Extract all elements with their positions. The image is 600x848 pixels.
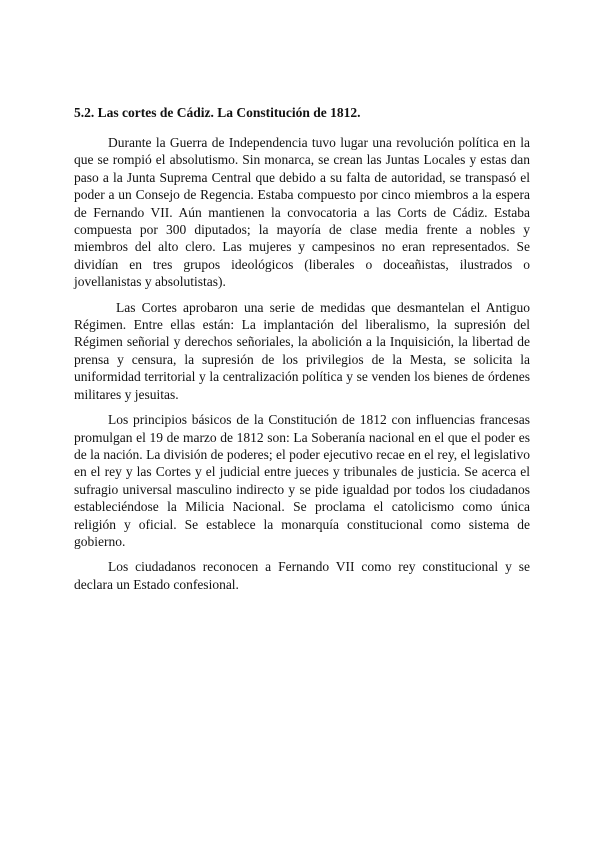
paragraph-guerra-independencia: Durante la Guerra de Independencia tuvo lugar una revolución política en la que se rompió el absolutismo. Sin monarca, se crean las Juntas Locales y estas dan paso a la Junta Suprema Central que debido a su falta de autoridad, se transpasó el poder a un Consejo de Regencia. Estaba compuesto por cinco miembros a la espera de Fernando VII. Aún mantienen la convocatoria a las Corts de Cádiz. Estaba compuesta por 300 diputados; la mayoría de clase media frente a nobles y miembros del alto clero. Las mujeres y campesinos no eran representados. Se dividían en tres grupos ideológicos (liberales o doceañistas, ilustrados o jovellanistas y absolutistas). bbox=[74, 135, 530, 290]
paragraph-principios-constitucion: Los principios básicos de la Constitución de 1812 con influencias francesas promulgan el 19 de marzo de 1812 son: La Soberanía nacional en el que el poder es de la nación. La división de poderes; el poder ejecutivo recae en el rey, el legislativo en el rey y las Cortes y el judicial entre jueces y tribunales de justicia. Se acerca el sufragio universal masculino indirecto y se pide igualdad por todos los ciudadanos estableciéndose la Milicia Nacional. Se proclama el catolicismo como única religión y oficial. Se establece la monarquía constitucional como sistema de gobierno. bbox=[74, 412, 530, 549]
document-page bbox=[74, 104, 530, 601]
paragraph-estado-confesional: Los ciudadanos reconocen a Fernando VII como rey constitucional y se declara un Estado confesional. bbox=[74, 559, 530, 592]
section-heading: 5.2. Las cortes de Cádiz. La Constitución de 1812. bbox=[74, 105, 361, 120]
paragraph-medidas-cortes: Las Cortes aprobaron una serie de medidas que desmantelan el Antiguo Régimen. Entre ellas están: La implantación del liberalismo, la supresión del Régimen señorial y derechos señoriales, la abolición a la Inquisición, la libertad de prensa y censura, la supresión de los privilegios de la Mesta, se solicita la uniformidad territorial y la centralización política y se venden los bienes de órdenes militares y jesuitas. bbox=[74, 299, 530, 402]
